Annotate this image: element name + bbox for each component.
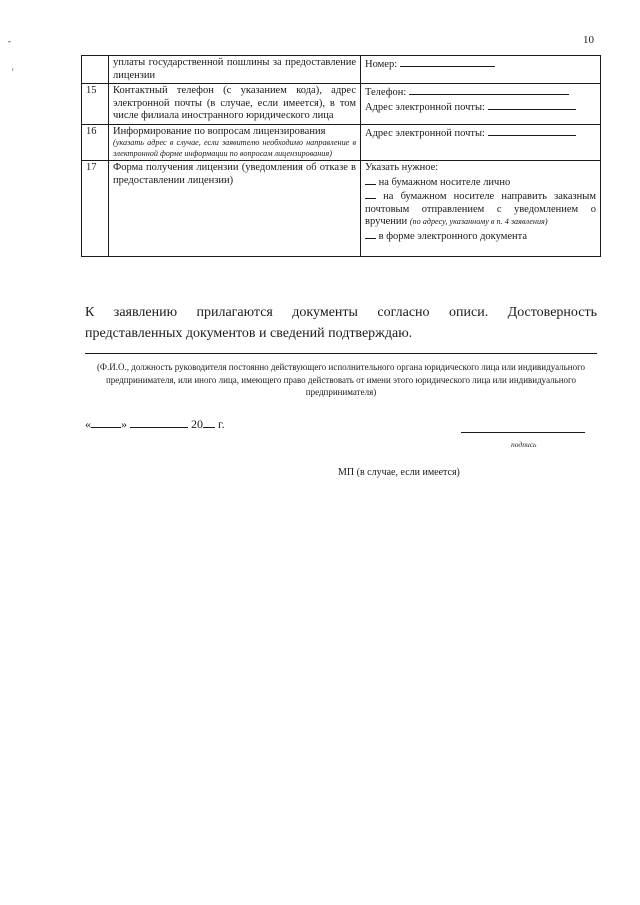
margin-mark: - bbox=[8, 36, 11, 46]
option-label: на бумажном носителе лично bbox=[378, 176, 511, 188]
row-description bbox=[109, 124, 361, 161]
row-answer bbox=[361, 84, 601, 125]
options-heading: Указать нужное: bbox=[365, 162, 439, 173]
date-open-quote: « bbox=[85, 417, 91, 431]
option-paper-in-person[interactable] bbox=[365, 175, 596, 190]
option-checkbox[interactable] bbox=[365, 229, 376, 239]
email-label: Адрес электронной почты: bbox=[365, 127, 485, 139]
row-description-text: уплаты государственной пошлины за предоставление лицензии bbox=[113, 57, 356, 81]
row-description: Контактный телефон (с указанием кода), адрес электронной почты (в случае, если имеется), в том числе филиала иностранного юридического лица bbox=[109, 84, 361, 125]
application-table bbox=[81, 55, 601, 257]
email-line bbox=[365, 100, 596, 115]
date-close-quote: » bbox=[121, 417, 127, 431]
row-answer bbox=[361, 124, 601, 161]
margin-mark: ᵗ bbox=[12, 66, 14, 75]
year-prefix: 20 bbox=[191, 417, 203, 431]
fio-signature-line[interactable] bbox=[85, 353, 597, 354]
row-description: Форма получения лицензии (уведомления об отказе в предоставлении лицензии) bbox=[109, 161, 361, 257]
year-field[interactable] bbox=[203, 417, 215, 428]
option-electronic[interactable] bbox=[365, 229, 596, 244]
signature-label: подпись bbox=[511, 440, 537, 449]
email-field[interactable] bbox=[488, 100, 576, 110]
option-checkbox[interactable] bbox=[365, 189, 376, 199]
row-number: 17 bbox=[82, 161, 109, 257]
row-number: 16 bbox=[82, 124, 109, 161]
row-description bbox=[109, 56, 361, 84]
table-row bbox=[82, 124, 601, 161]
number-field[interactable] bbox=[400, 57, 495, 67]
row-description-note: (указать адрес в случае, если заявителю необходимо направление в электронной форме информации по вопросам лицензирования) bbox=[113, 138, 356, 158]
row-answer bbox=[361, 56, 601, 84]
year-suffix: г. bbox=[218, 417, 225, 431]
option-checkbox[interactable] bbox=[365, 175, 376, 185]
phone-label: Телефон: bbox=[365, 87, 407, 98]
stamp-label: МП (в случае, если имеется) bbox=[338, 467, 460, 478]
attachment-statement: К заявлению прилагаются документы согласно описи. Достоверность представленных документов и сведений подтверждаю. bbox=[85, 305, 597, 341]
table-row bbox=[82, 84, 601, 125]
phone-field[interactable] bbox=[409, 85, 569, 95]
email-field[interactable] bbox=[488, 126, 576, 136]
table-row bbox=[82, 56, 601, 84]
option-label: в форме электронного документа bbox=[378, 230, 528, 242]
option-label: на бумажном носителе направить заказным почтовым отправлением с уведомлением о вручении bbox=[365, 191, 597, 227]
date-line bbox=[85, 417, 225, 432]
option-note: (по адресу, указанному в п. 4 заявления) bbox=[409, 217, 548, 226]
fio-caption: (Ф.И.О., должность руководителя постоянно действующего исполнительного органа юридического лица или индивидуального предпринимателя, или иного лица, имеющего право действовать от имени этого юридического лица или индивидуального предпринимателя) bbox=[96, 362, 586, 397]
row-answer bbox=[361, 161, 601, 257]
row-number: 15 bbox=[82, 84, 109, 125]
table-row bbox=[82, 161, 601, 257]
day-field[interactable] bbox=[91, 417, 121, 428]
row-description-text: Информирование по вопросам лицензирования bbox=[113, 125, 326, 137]
row-number-cell bbox=[82, 56, 109, 84]
email-label: Адрес электронной почты: bbox=[365, 101, 485, 113]
month-field[interactable] bbox=[130, 417, 188, 428]
phone-line bbox=[365, 85, 596, 100]
page-number: 10 bbox=[583, 34, 594, 46]
signature-line[interactable] bbox=[461, 432, 585, 433]
option-paper-by-mail[interactable] bbox=[365, 189, 596, 229]
number-label: Номер: bbox=[365, 59, 398, 70]
